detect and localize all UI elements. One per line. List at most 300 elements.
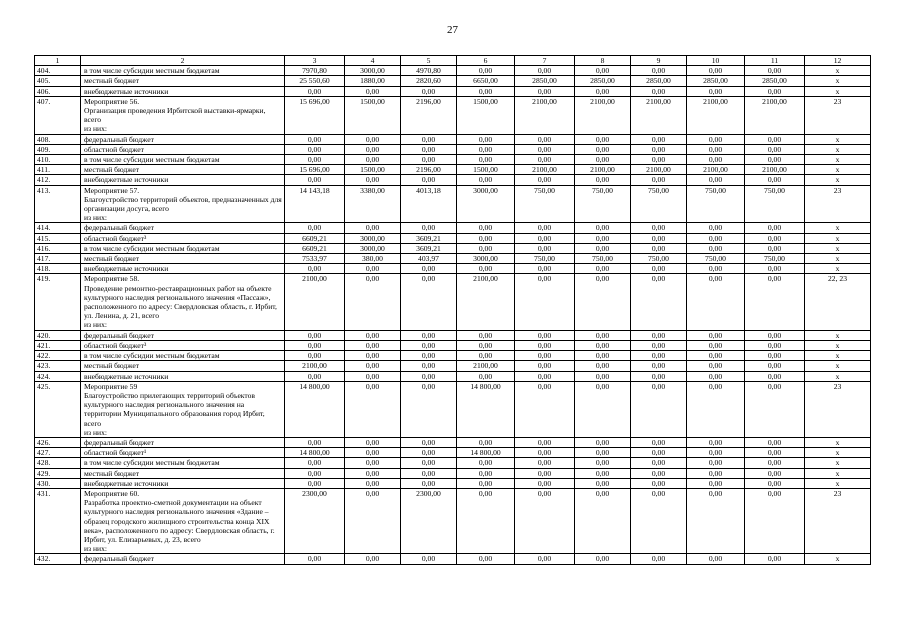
- value-cell: 2196,00: [401, 165, 457, 175]
- value-cell: 0,00: [687, 371, 745, 381]
- value-cell: 1500,00: [345, 165, 401, 175]
- value-cell: 0,00: [631, 361, 687, 371]
- description-cell: внебюджетные источники: [81, 478, 285, 488]
- value-cell: 0,00: [687, 274, 745, 330]
- description-cell: федеральный бюджет: [81, 134, 285, 144]
- value-cell: 0,00: [631, 458, 687, 468]
- description-cell: местный бюджет: [81, 254, 285, 264]
- value-cell: 0,00: [457, 468, 515, 478]
- description-cell: в том числе субсидии местным бюджетам: [81, 351, 285, 361]
- value-cell: 0,00: [687, 488, 745, 553]
- value-cell: 0,00: [457, 340, 515, 350]
- value-cell: x: [805, 448, 871, 458]
- value-cell: 0,00: [687, 448, 745, 458]
- value-cell: 0,00: [515, 554, 575, 564]
- page-number: 27: [447, 24, 458, 36]
- value-cell: 0,00: [401, 86, 457, 96]
- value-cell: 1500,00: [345, 96, 401, 134]
- value-cell: 0,00: [687, 223, 745, 233]
- description-cell: внебюджетные источники: [81, 86, 285, 96]
- value-cell: 2100,00: [631, 96, 687, 134]
- description-cell: местный бюджет: [81, 165, 285, 175]
- value-cell: 0,00: [631, 86, 687, 96]
- row-number-cell: 426.: [35, 437, 81, 447]
- value-cell: 14 143,18: [285, 185, 345, 223]
- value-cell: x: [805, 233, 871, 243]
- value-cell: 0,00: [575, 371, 631, 381]
- value-cell: 0,00: [631, 371, 687, 381]
- description-cell: федеральный бюджет: [81, 330, 285, 340]
- header-cell: 11: [745, 56, 805, 66]
- value-cell: 0,00: [401, 361, 457, 371]
- value-cell: 0,00: [745, 340, 805, 350]
- value-cell: 0,00: [345, 458, 401, 468]
- value-cell: 0,00: [401, 144, 457, 154]
- value-cell: 0,00: [515, 468, 575, 478]
- table-row: [35, 144, 871, 154]
- value-cell: 0,00: [575, 554, 631, 564]
- row-number-cell: 424.: [35, 371, 81, 381]
- row-number-cell: 409.: [35, 144, 81, 154]
- value-cell: 2100,00: [745, 96, 805, 134]
- value-cell: 2300,00: [285, 488, 345, 553]
- row-number-cell: 429.: [35, 468, 81, 478]
- value-cell: 0,00: [631, 233, 687, 243]
- value-cell: 750,00: [687, 185, 745, 223]
- row-number-cell: 430.: [35, 478, 81, 488]
- value-cell: 2100,00: [285, 274, 345, 330]
- value-cell: 0,00: [401, 155, 457, 165]
- value-cell: 0,00: [687, 458, 745, 468]
- value-cell: 0,00: [745, 155, 805, 165]
- value-cell: 1500,00: [457, 96, 515, 134]
- value-cell: 0,00: [631, 175, 687, 185]
- table-row: [35, 254, 871, 264]
- value-cell: 0,00: [575, 468, 631, 478]
- header-cell: 9: [631, 56, 687, 66]
- table-row: [35, 330, 871, 340]
- value-cell: 0,00: [575, 134, 631, 144]
- value-cell: x: [805, 76, 871, 86]
- value-cell: 0,00: [457, 175, 515, 185]
- row-number-cell: 421.: [35, 340, 81, 350]
- table-row: [35, 478, 871, 488]
- value-cell: 2100,00: [515, 96, 575, 134]
- description-cell: областной бюджет³: [81, 340, 285, 350]
- value-cell: 0,00: [631, 134, 687, 144]
- table-row: [35, 155, 871, 165]
- value-cell: 0,00: [745, 478, 805, 488]
- description-cell: федеральный бюджет: [81, 437, 285, 447]
- value-cell: 2100,00: [575, 165, 631, 175]
- value-cell: x: [805, 223, 871, 233]
- value-cell: x: [805, 86, 871, 96]
- value-cell: 0,00: [687, 468, 745, 478]
- value-cell: 0,00: [345, 478, 401, 488]
- value-cell: 0,00: [631, 340, 687, 350]
- value-cell: 0,00: [745, 264, 805, 274]
- value-cell: 0,00: [285, 468, 345, 478]
- row-number-cell: 407.: [35, 96, 81, 134]
- value-cell: x: [805, 361, 871, 371]
- header-cell: 3: [285, 56, 345, 66]
- description-cell: областной бюджет: [81, 144, 285, 154]
- value-cell: 0,00: [631, 468, 687, 478]
- value-cell: 0,00: [345, 86, 401, 96]
- value-cell: 0,00: [745, 175, 805, 185]
- value-cell: 2850,00: [631, 76, 687, 86]
- value-cell: 2100,00: [745, 165, 805, 175]
- value-cell: 2196,00: [401, 96, 457, 134]
- table-row: [35, 437, 871, 447]
- value-cell: 0,00: [457, 155, 515, 165]
- value-cell: 0,00: [345, 448, 401, 458]
- value-cell: 0,00: [457, 478, 515, 488]
- value-cell: 0,00: [515, 340, 575, 350]
- description-cell: внебюджетные источники: [81, 175, 285, 185]
- value-cell: 0,00: [401, 351, 457, 361]
- table-row: [35, 361, 871, 371]
- value-cell: 1500,00: [457, 165, 515, 175]
- value-cell: x: [805, 144, 871, 154]
- value-cell: 2100,00: [457, 274, 515, 330]
- value-cell: 3000,00: [457, 254, 515, 264]
- header-cell: 2: [81, 56, 285, 66]
- table-row: [35, 66, 871, 76]
- value-cell: 0,00: [457, 233, 515, 243]
- table-body: [35, 66, 871, 564]
- table-row: [35, 76, 871, 86]
- row-number-cell: 432.: [35, 554, 81, 564]
- value-cell: 14 800,00: [285, 381, 345, 437]
- value-cell: 2100,00: [687, 165, 745, 175]
- value-cell: 0,00: [575, 233, 631, 243]
- value-cell: 0,00: [745, 371, 805, 381]
- row-number-cell: 420.: [35, 330, 81, 340]
- row-number-cell: 411.: [35, 165, 81, 175]
- value-cell: 0,00: [515, 371, 575, 381]
- description-cell: Мероприятие 56. Организация проведения Ирбитской выставки-ярмарки, всего из них:: [81, 96, 285, 134]
- value-cell: 0,00: [631, 554, 687, 564]
- value-cell: 0,00: [515, 351, 575, 361]
- value-cell: 0,00: [515, 243, 575, 253]
- value-cell: 0,00: [687, 155, 745, 165]
- value-cell: 0,00: [285, 330, 345, 340]
- value-cell: 0,00: [575, 478, 631, 488]
- value-cell: 750,00: [745, 185, 805, 223]
- value-cell: 0,00: [285, 458, 345, 468]
- value-cell: 750,00: [631, 254, 687, 264]
- value-cell: 23: [805, 381, 871, 437]
- description-cell: Мероприятие 59 Благоустройство прилегающих территорий объектов культурного наследия регионального значения на территории Муниципального образования город Ирбит, всего из них:: [81, 381, 285, 437]
- value-cell: 750,00: [631, 185, 687, 223]
- value-cell: 0,00: [631, 264, 687, 274]
- header-cell: 5: [401, 56, 457, 66]
- description-cell: федеральный бюджет: [81, 554, 285, 564]
- value-cell: 0,00: [285, 134, 345, 144]
- description-cell: областной бюджет¹: [81, 448, 285, 458]
- value-cell: 0,00: [687, 86, 745, 96]
- value-cell: 0,00: [687, 381, 745, 437]
- value-cell: 0,00: [575, 437, 631, 447]
- value-cell: 0,00: [687, 340, 745, 350]
- header-cell: 12: [805, 56, 871, 66]
- row-number-cell: 412.: [35, 175, 81, 185]
- value-cell: 0,00: [515, 155, 575, 165]
- table-row: [35, 243, 871, 253]
- value-cell: 0,00: [285, 144, 345, 154]
- table-row: [35, 223, 871, 233]
- value-cell: 0,00: [631, 243, 687, 253]
- value-cell: 0,00: [457, 86, 515, 96]
- value-cell: 0,00: [631, 448, 687, 458]
- value-cell: 0,00: [345, 437, 401, 447]
- value-cell: 0,00: [631, 488, 687, 553]
- value-cell: 0,00: [345, 330, 401, 340]
- value-cell: x: [805, 330, 871, 340]
- value-cell: 0,00: [631, 155, 687, 165]
- description-cell: внебюджетные источники: [81, 371, 285, 381]
- description-cell: федеральный бюджет: [81, 223, 285, 233]
- value-cell: 0,00: [457, 554, 515, 564]
- value-cell: 0,00: [575, 264, 631, 274]
- value-cell: 2850,00: [745, 76, 805, 86]
- value-cell: 0,00: [687, 144, 745, 154]
- value-cell: 3609,21: [401, 233, 457, 243]
- value-cell: 2850,00: [575, 76, 631, 86]
- value-cell: 0,00: [515, 66, 575, 76]
- table-row: [35, 351, 871, 361]
- table-row: [35, 488, 871, 553]
- value-cell: 0,00: [631, 437, 687, 447]
- value-cell: 3380,00: [345, 185, 401, 223]
- table-header-row: [35, 56, 871, 66]
- value-cell: 3000,00: [345, 243, 401, 253]
- table-row: [35, 468, 871, 478]
- value-cell: 750,00: [575, 254, 631, 264]
- header-cell: 10: [687, 56, 745, 66]
- value-cell: x: [805, 134, 871, 144]
- value-cell: 0,00: [345, 468, 401, 478]
- table-row: [35, 340, 871, 350]
- value-cell: x: [805, 254, 871, 264]
- value-cell: 0,00: [285, 264, 345, 274]
- value-cell: 0,00: [401, 264, 457, 274]
- description-cell: Мероприятие 60. Разработка проектно-сметной документации на объект культурного наследия регионального значения «Здание – образец городского жилищного строительства конца XIX века», расположенного по адресу: Свердловская область, г. Ирбит, ул. Елизарьевых, д. 23, всего из них:: [81, 488, 285, 553]
- value-cell: 7533,97: [285, 254, 345, 264]
- table-row: [35, 274, 871, 330]
- value-cell: 2100,00: [457, 361, 515, 371]
- value-cell: 1880,00: [345, 76, 401, 86]
- value-cell: x: [805, 468, 871, 478]
- value-cell: 0,00: [515, 175, 575, 185]
- value-cell: 3609,21: [401, 243, 457, 253]
- value-cell: 0,00: [345, 488, 401, 553]
- table-row: [35, 264, 871, 274]
- value-cell: 0,00: [575, 155, 631, 165]
- value-cell: x: [805, 165, 871, 175]
- row-number-cell: 425.: [35, 381, 81, 437]
- value-cell: 0,00: [575, 86, 631, 96]
- value-cell: 0,00: [345, 175, 401, 185]
- value-cell: 0,00: [687, 330, 745, 340]
- value-cell: 0,00: [345, 340, 401, 350]
- table-row: [35, 448, 871, 458]
- value-cell: 2100,00: [631, 165, 687, 175]
- value-cell: 0,00: [745, 351, 805, 361]
- value-cell: 2300,00: [401, 488, 457, 553]
- value-cell: 0,00: [631, 381, 687, 437]
- value-cell: 0,00: [575, 488, 631, 553]
- value-cell: 0,00: [745, 381, 805, 437]
- value-cell: 0,00: [401, 371, 457, 381]
- value-cell: 23: [805, 488, 871, 553]
- value-cell: 0,00: [515, 144, 575, 154]
- description-cell: местный бюджет: [81, 76, 285, 86]
- value-cell: 750,00: [575, 185, 631, 223]
- value-cell: 0,00: [401, 175, 457, 185]
- row-number-cell: 414.: [35, 223, 81, 233]
- value-cell: 0,00: [631, 223, 687, 233]
- row-number-cell: 413.: [35, 185, 81, 223]
- value-cell: 0,00: [515, 361, 575, 371]
- value-cell: 0,00: [401, 448, 457, 458]
- value-cell: 0,00: [745, 134, 805, 144]
- description-cell: областной бюджет³: [81, 233, 285, 243]
- value-cell: 0,00: [345, 381, 401, 437]
- value-cell: 0,00: [285, 554, 345, 564]
- header-cell: 8: [575, 56, 631, 66]
- value-cell: 0,00: [401, 340, 457, 350]
- value-cell: 0,00: [457, 488, 515, 553]
- description-cell: в том числе субсидии местным бюджетам: [81, 243, 285, 253]
- row-number-cell: 415.: [35, 233, 81, 243]
- value-cell: 2100,00: [515, 165, 575, 175]
- value-cell: 0,00: [457, 223, 515, 233]
- value-cell: 0,00: [745, 144, 805, 154]
- value-cell: 0,00: [515, 233, 575, 243]
- row-number-cell: 410.: [35, 155, 81, 165]
- value-cell: 0,00: [575, 144, 631, 154]
- header-cell: 7: [515, 56, 575, 66]
- value-cell: 0,00: [345, 134, 401, 144]
- description-cell: местный бюджет: [81, 361, 285, 371]
- value-cell: 0,00: [687, 175, 745, 185]
- value-cell: 0,00: [285, 371, 345, 381]
- value-cell: 0,00: [457, 437, 515, 447]
- value-cell: 0,00: [285, 175, 345, 185]
- table-row: [35, 233, 871, 243]
- value-cell: 750,00: [515, 254, 575, 264]
- value-cell: 0,00: [631, 66, 687, 76]
- description-cell: внебюджетные источники: [81, 264, 285, 274]
- value-cell: 2850,00: [687, 76, 745, 86]
- value-cell: 0,00: [401, 554, 457, 564]
- table-row: [35, 165, 871, 175]
- value-cell: 0,00: [515, 478, 575, 488]
- value-cell: 0,00: [515, 223, 575, 233]
- value-cell: 2100,00: [575, 96, 631, 134]
- value-cell: 0,00: [575, 340, 631, 350]
- value-cell: 0,00: [575, 361, 631, 371]
- value-cell: 0,00: [285, 437, 345, 447]
- value-cell: 0,00: [515, 274, 575, 330]
- value-cell: 0,00: [687, 264, 745, 274]
- value-cell: 0,00: [345, 264, 401, 274]
- value-cell: 0,00: [515, 448, 575, 458]
- row-number-cell: 417.: [35, 254, 81, 264]
- value-cell: 0,00: [457, 134, 515, 144]
- value-cell: 15 696,00: [285, 96, 345, 134]
- value-cell: 0,00: [457, 351, 515, 361]
- row-number-cell: 416.: [35, 243, 81, 253]
- value-cell: 0,00: [687, 554, 745, 564]
- row-number-cell: 408.: [35, 134, 81, 144]
- table-row: [35, 134, 871, 144]
- value-cell: 2850,00: [515, 76, 575, 86]
- value-cell: 0,00: [631, 330, 687, 340]
- value-cell: 0,00: [515, 330, 575, 340]
- value-cell: 0,00: [575, 330, 631, 340]
- value-cell: 0,00: [745, 361, 805, 371]
- value-cell: 0,00: [345, 351, 401, 361]
- value-cell: 0,00: [687, 351, 745, 361]
- value-cell: 6609,21: [285, 243, 345, 253]
- value-cell: 750,00: [515, 185, 575, 223]
- value-cell: 2820,60: [401, 76, 457, 86]
- value-cell: 380,00: [345, 254, 401, 264]
- value-cell: 0,00: [575, 223, 631, 233]
- value-cell: x: [805, 458, 871, 468]
- description-cell: местный бюджет: [81, 468, 285, 478]
- value-cell: 0,00: [575, 243, 631, 253]
- value-cell: 0,00: [401, 478, 457, 488]
- value-cell: 0,00: [575, 175, 631, 185]
- value-cell: 0,00: [575, 448, 631, 458]
- value-cell: 0,00: [745, 437, 805, 447]
- value-cell: 0,00: [457, 66, 515, 76]
- value-cell: 0,00: [745, 274, 805, 330]
- row-number-cell: 404.: [35, 66, 81, 76]
- value-cell: 0,00: [457, 371, 515, 381]
- description-cell: Мероприятие 57. Благоустройство территорий объектов, предназначенных для организации досуга, всего из них:: [81, 185, 285, 223]
- value-cell: 0,00: [575, 274, 631, 330]
- row-number-cell: 427.: [35, 448, 81, 458]
- value-cell: 23: [805, 96, 871, 134]
- value-cell: 0,00: [631, 274, 687, 330]
- budget-table: [34, 55, 871, 565]
- value-cell: 0,00: [457, 458, 515, 468]
- table-row: [35, 381, 871, 437]
- value-cell: 0,00: [745, 330, 805, 340]
- value-cell: x: [805, 264, 871, 274]
- value-cell: 22, 23: [805, 274, 871, 330]
- table-row: [35, 96, 871, 134]
- table-row: [35, 86, 871, 96]
- value-cell: 0,00: [401, 458, 457, 468]
- row-number-cell: 428.: [35, 458, 81, 468]
- value-cell: 0,00: [745, 458, 805, 468]
- value-cell: 0,00: [285, 478, 345, 488]
- table-row: [35, 554, 871, 564]
- header-cell: 1: [35, 56, 81, 66]
- value-cell: 4013,18: [401, 185, 457, 223]
- value-cell: 0,00: [345, 144, 401, 154]
- value-cell: 14 800,00: [285, 448, 345, 458]
- value-cell: 0,00: [631, 478, 687, 488]
- value-cell: 0,00: [745, 233, 805, 243]
- value-cell: 0,00: [687, 233, 745, 243]
